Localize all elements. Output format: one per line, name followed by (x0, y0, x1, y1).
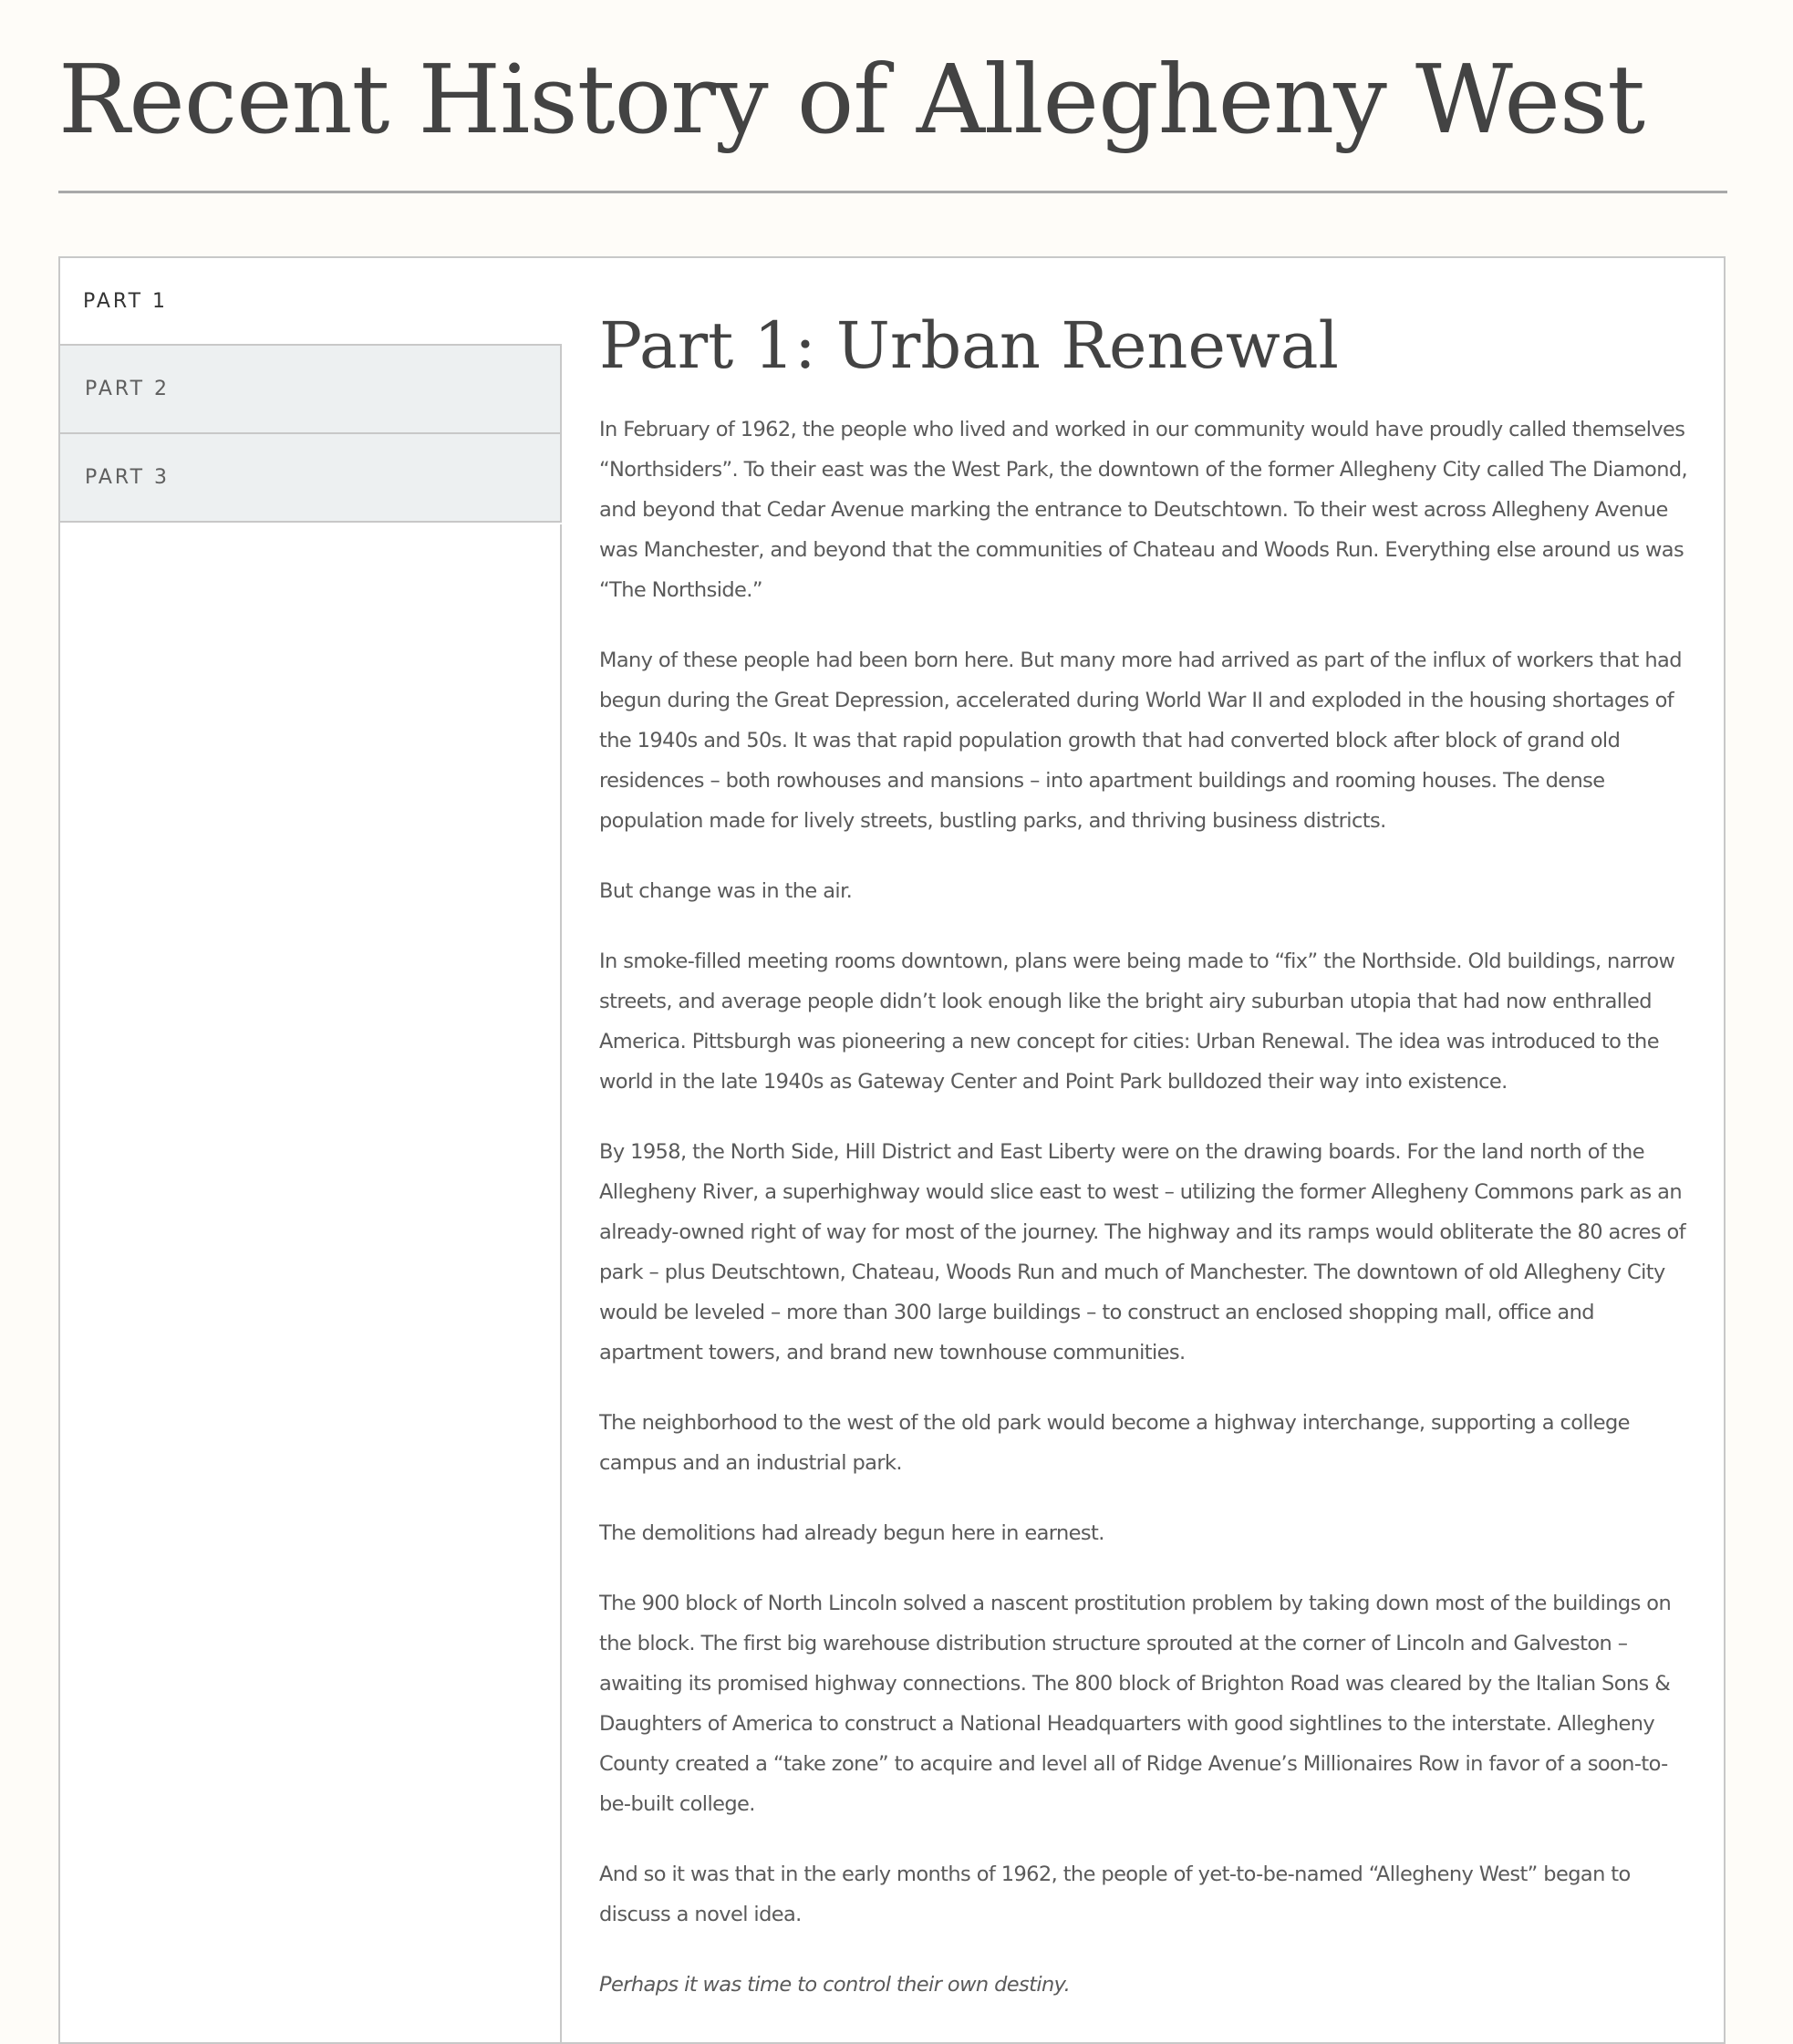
tab-content (599, 309, 1694, 2035)
tab-label: PART 3 (85, 466, 171, 489)
paragraph: In smoke-filled meeting rooms downtown, plans were being made to “fix” the Northside. Old buildings, narrow streets, and average people didn’t look enough like the bright airy suburban utopia that had now enthralled America. Pittsburgh was pioneering a new concept for cities: Urban Renewal. The idea was introduced to the world in the late 1940s as Gateway Center and Point Park bulldozed their way into existence. (599, 949, 1675, 1094)
tab-part-1[interactable] (58, 256, 562, 346)
content-divider (560, 524, 562, 2044)
paragraph: The 900 block of North Lincoln solved a nascent prostitution problem by taking down most of the buildings on the block. The first big warehouse distribution structure sprouted at the corner of Lincoln and Galveston – awaiting its promised highway connections. The 800 block of Brighton Road was cleared by the Italian Sons & Daughters of America to construct a National Headquarters with good sightlines to the interstate. Allegheny County created a “take zone” to acquire and level all of Ridge Avenue’s Millionaires Row in favor of a soon-to-be-built college. (599, 1592, 1672, 1816)
paragraph: And so it was that in the early months of 1962, the people of yet-to-be-named “Allegheny West” began to discuss a novel idea. (599, 1862, 1631, 1926)
tabs-panel (58, 256, 1726, 2044)
section-heading: Part 1: Urban Renewal (599, 308, 1339, 383)
closing-paragraph: Perhaps it was time to control their own destiny. (599, 1973, 1071, 1997)
paragraph: In February of 1962, the people who lived and worked in our community would have proudly called themselves “Northsiders”. To their east was the West Park, the downtown of the former Allegheny City called The Diamond, and beyond that Cedar Avenue marking the entrance to Deutschtown. To their west across Allegheny Avenue was Manchester, and beyond that the communities of Chateau and Woods Run. Everything else around us was “The Northside.” (599, 418, 1688, 602)
page-title: Recent History of Allegheny West (58, 44, 1645, 155)
paragraph: Many of these people had been born here. But many more had arrived as part of the influx of workers that had begun during the Great Depression, accelerated during World War II and exploded in the housing shortages of the 1940s and 50s. It was that rapid population growth that had converted block after block of grand old residences – both rowhouses and mansions – into apartment buildings and rooming houses. The dense population made for lively streets, bustling parks, and thriving business districts. (599, 648, 1682, 833)
tab-list (58, 256, 562, 523)
tab-label: PART 2 (85, 378, 171, 400)
tab-part-3[interactable] (58, 434, 562, 523)
paragraph: By 1958, the North Side, Hill District and East Liberty were on the drawing boards. For the land north of the Allegheny River, a superhighway would slice east to west – utilizing the former Allegheny Commons park as an already-owned right of way for most of the journey. The highway and its ramps would obliterate the 80 acres of park – plus Deutschtown, Chateau, Woods Run and much of Manchester. The downtown of old Allegheny City would be leveled – more than 300 large buildings – to construct an enclosed shopping mall, office and apartment towers, and brand new townhouse communities. (599, 1140, 1686, 1364)
title-divider (58, 191, 1727, 193)
tab-label: PART 1 (83, 289, 169, 313)
tab-part-2[interactable] (58, 346, 562, 434)
paragraph: The neighborhood to the west of the old park would become a highway interchange, supporting a college campus and an industrial park. (599, 1411, 1630, 1475)
paragraph: But change was in the air. (599, 879, 853, 903)
paragraph: The demolitions had already begun here in earnest. (599, 1521, 1104, 1545)
